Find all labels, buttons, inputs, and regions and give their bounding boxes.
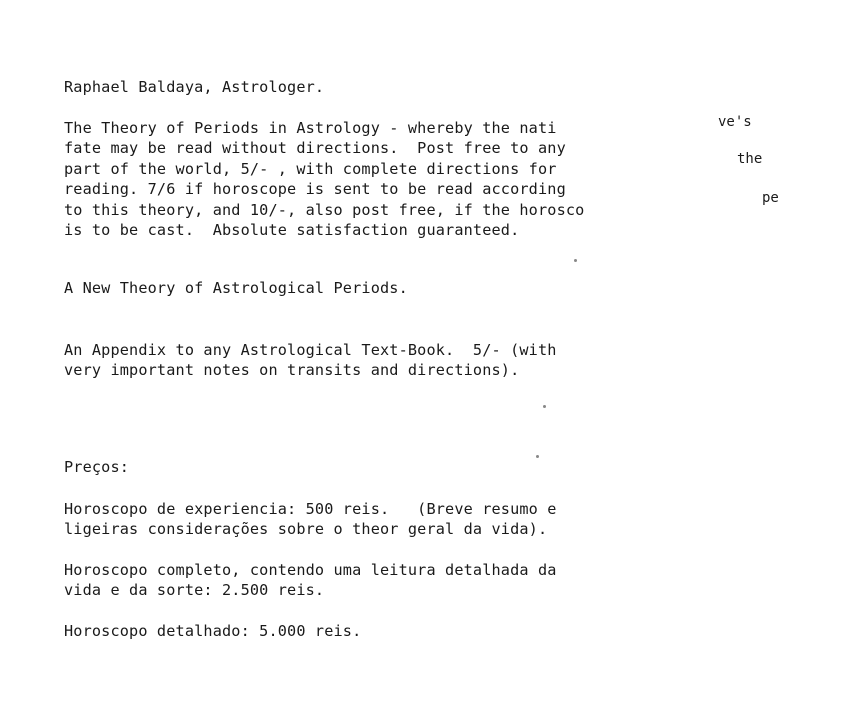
new-theory-title: A New Theory of Astrological Periods.	[64, 279, 408, 297]
price-completo-line-1: Horoscopo completo, contendo uma leitura detalhada da	[64, 561, 557, 579]
appendix-line-2: very important notes on transits and directions).	[64, 361, 520, 379]
paper-speck	[536, 455, 539, 458]
paragraph-theory-line-5: to this theory, and 10/-, also post free, if the horosco	[64, 201, 585, 219]
price-experiencia-line-2: ligeiras considerações sobre o theor geral da vida).	[64, 520, 548, 538]
author-heading: Raphael Baldaya, Astrologer.	[64, 78, 325, 96]
paragraph-theory-line-6: is to be cast. Absolute satisfaction guaranteed.	[64, 221, 520, 239]
paragraph-theory-line-1: The Theory of Periods in Astrology - whereby the nati	[64, 119, 557, 137]
paragraph-theory-line-4: reading. 7/6 if horoscope is sent to be read according	[64, 180, 566, 198]
paragraph-theory-line-3: part of the world, 5/- , with complete directions for	[64, 160, 557, 178]
paper-speck	[574, 259, 577, 262]
price-detalhado-line: Horoscopo detalhado: 5.000 reis.	[64, 622, 362, 640]
paper-speck	[543, 405, 546, 408]
margin-note-ve-s: ve's	[718, 114, 752, 130]
precos-heading: Preços:	[64, 458, 130, 476]
price-completo-line-2: vida e da sorte: 2.500 reis.	[64, 581, 325, 599]
margin-note-the: the	[737, 151, 763, 167]
paragraph-theory-line-2: fate may be read without directions. Post free to any	[64, 139, 566, 157]
appendix-line-1: An Appendix to any Astrological Text-Book. 5/- (with	[64, 341, 557, 359]
price-experiencia-line-1: Horoscopo de experiencia: 500 reis. (Breve resumo e	[64, 500, 557, 518]
margin-note-pe: pe	[762, 190, 779, 206]
